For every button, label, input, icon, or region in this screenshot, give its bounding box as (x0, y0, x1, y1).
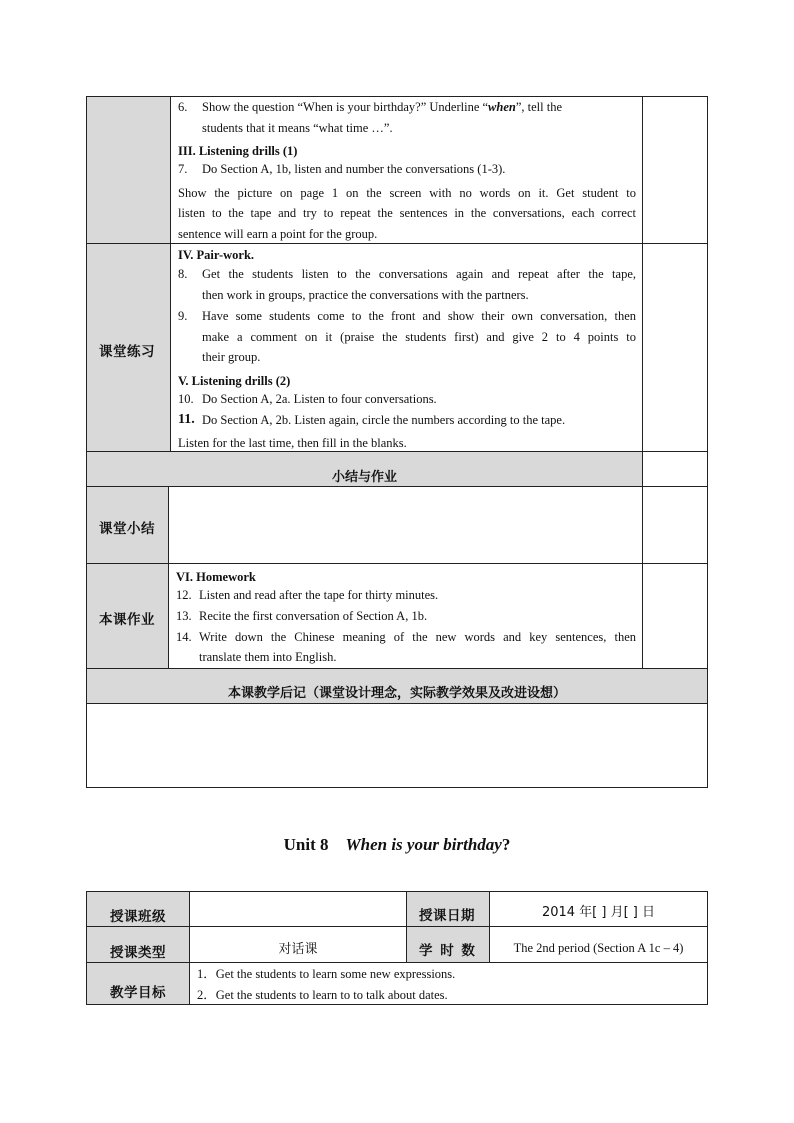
step-7-number: 7. (178, 162, 188, 176)
period-label: 学 时 数 (419, 943, 477, 959)
step-10-text: Do Section A, 2a. Listen to four conversations. (202, 392, 437, 406)
step-8-line-1: Get the students listen to the conversations again and repeat after the tape, (202, 267, 636, 281)
show-picture-line-2: listen to the tape and try to repeat the sentences in the conversations, each correct (178, 206, 636, 220)
step-14-line-1: Write down the Chinese meaning of the new words and key sentences, then (199, 630, 636, 644)
step-14-number: 14. (176, 630, 192, 644)
class-label: 授课班级 (110, 909, 166, 925)
step-6-line-2: students that it means “what time …”. (202, 121, 393, 135)
pair-work-heading: IV. Pair-work. (178, 248, 255, 262)
step-13-number: 13. (176, 609, 192, 623)
date-value: 2014 年[ ] 月[ ] 日 (541, 905, 656, 920)
summary-label: 课堂小结 (99, 521, 155, 537)
step-12-text: Listen and read after the tape for thirty minutes. (199, 588, 439, 602)
step-9-line-2: make a comment on it (praise the students first) and give 2 to 4 points to (202, 330, 636, 344)
step-11-number: 11. (178, 412, 195, 427)
step-8-line-2: then work in groups, practice the conversations with the partners. (202, 288, 529, 302)
step-8-number: 8. (178, 267, 188, 281)
goal-2: 2．Get the students to learn to to talk about dates. (197, 988, 448, 1002)
type-label: 授课类型 (110, 945, 166, 961)
homework-label: 本课作业 (99, 612, 155, 628)
step-14-line-2: translate them into English. (199, 650, 337, 664)
listening-drills-1-heading: III. Listening drills (1) (178, 144, 298, 158)
step-11-text: Do Section A, 2b. Listen again, circle the numbers according to the tape. (202, 413, 566, 427)
step-9-line-3: their group. (202, 350, 261, 364)
step-7-text: Do Section A, 1b, listen and number the conversations (1-3). (202, 162, 506, 176)
period-value: The 2nd period (Section A 1c – 4) (513, 941, 684, 955)
reflection-header: 本课教学后记（课堂设计理念，实际教学效果及改进设想） (227, 686, 566, 701)
when-emphasis: when (488, 100, 516, 114)
step-9-line-1: Have some students come to the front and show their own conversation, then (202, 309, 636, 323)
goals-label: 教学目标 (110, 985, 166, 1001)
unit-title: Unit 8 When is your birthday? (283, 835, 511, 854)
step-10-number: 10. (178, 392, 194, 406)
step-13-text: Recite the first conversation of Section A, 1b. (199, 609, 428, 623)
left-column-shade (87, 97, 170, 452)
homework-heading: VI. Homework (176, 570, 256, 584)
show-picture-line-1: Show the picture on page 1 on the screen with no words on it. Get student to (178, 186, 636, 200)
date-label: 授课日期 (419, 908, 475, 924)
step-6-text: Show the question “When is your birthday?” Underline “when”, tell the (202, 100, 563, 114)
step-9-number: 9. (178, 309, 188, 323)
practice-label: 课堂练习 (99, 344, 155, 360)
unit-number: Unit 8 (283, 835, 329, 854)
unit-question: When is your birthday (345, 835, 502, 854)
listening-drills-2-heading: V. Listening drills (2) (178, 374, 291, 388)
goal-1: 1．Get the students to learn some new expressions. (197, 967, 456, 981)
summary-homework-header: 小结与作业 (331, 470, 397, 485)
step-12-number: 12. (176, 588, 192, 602)
listen-last-time: Listen for the last time, then fill in the blanks. (178, 436, 407, 450)
show-picture-line-3: sentence will earn a point for the group. (178, 227, 378, 241)
type-value: 对话课 (278, 942, 318, 957)
step-6-number: 6. (178, 100, 188, 114)
